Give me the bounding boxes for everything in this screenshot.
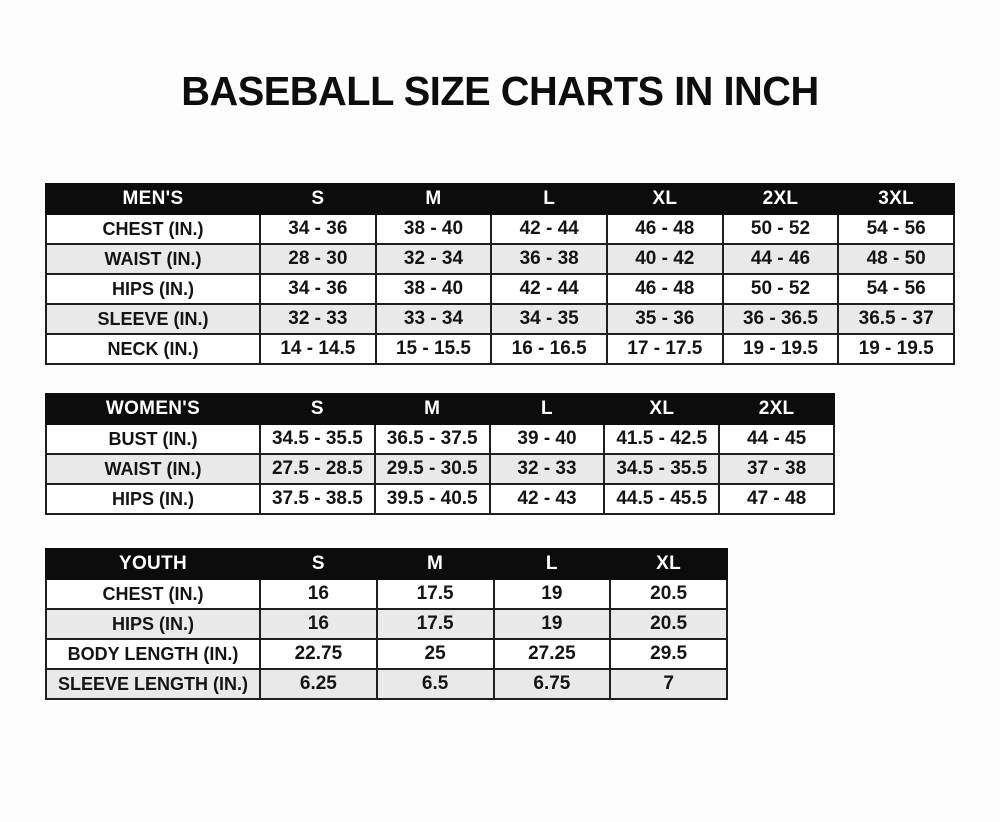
size-value-cell: 42 - 44 bbox=[491, 274, 607, 304]
size-value-cell: 32 - 33 bbox=[490, 454, 605, 484]
table-header-row bbox=[46, 549, 727, 579]
size-value-cell: 6.25 bbox=[260, 669, 377, 699]
size-value-cell: 42 - 43 bbox=[490, 484, 605, 514]
size-column-header: M bbox=[375, 394, 490, 424]
size-value-cell: 50 - 52 bbox=[723, 274, 839, 304]
size-value-cell: 48 - 50 bbox=[838, 244, 954, 274]
womens-size-table bbox=[45, 393, 835, 515]
size-column-header: M bbox=[376, 184, 492, 214]
size-value-cell: 17.5 bbox=[377, 579, 494, 609]
size-value-cell: 16 bbox=[260, 579, 377, 609]
size-column-header: XL bbox=[610, 549, 727, 579]
size-value-cell: 36 - 38 bbox=[491, 244, 607, 274]
size-value-cell: 19 - 19.5 bbox=[723, 334, 839, 364]
size-value-cell: 20.5 bbox=[610, 609, 727, 639]
size-column-header: L bbox=[494, 549, 611, 579]
size-value-cell: 34 - 36 bbox=[260, 214, 376, 244]
table-header-row bbox=[46, 184, 954, 214]
size-value-cell: 34 - 36 bbox=[260, 274, 376, 304]
size-value-cell: 35 - 36 bbox=[607, 304, 723, 334]
table-row bbox=[46, 454, 834, 484]
size-value-cell: 38 - 40 bbox=[376, 274, 492, 304]
size-value-cell: 44 - 45 bbox=[719, 424, 834, 454]
size-column-header: S bbox=[260, 184, 376, 214]
size-column-header: S bbox=[260, 549, 377, 579]
size-value-cell: 14 - 14.5 bbox=[260, 334, 376, 364]
size-value-cell: 40 - 42 bbox=[607, 244, 723, 274]
size-value-cell: 20.5 bbox=[610, 579, 727, 609]
size-value-cell: 37 - 38 bbox=[719, 454, 834, 484]
size-value-cell: 19 - 19.5 bbox=[838, 334, 954, 364]
size-value-cell: 32 - 33 bbox=[260, 304, 376, 334]
size-value-cell: 19 bbox=[494, 579, 611, 609]
youth-size-table bbox=[45, 548, 728, 700]
page-title: BASEBALL SIZE CHARTS IN INCH bbox=[181, 68, 819, 114]
size-column-header: 2XL bbox=[719, 394, 834, 424]
size-value-cell: 25 bbox=[377, 639, 494, 669]
size-value-cell: 54 - 56 bbox=[838, 274, 954, 304]
size-charts-page bbox=[0, 70, 1000, 700]
table-title-cell: YOUTH bbox=[46, 549, 260, 579]
table-row bbox=[46, 424, 834, 454]
size-value-cell: 47 - 48 bbox=[719, 484, 834, 514]
table-header-row bbox=[46, 394, 834, 424]
size-value-cell: 54 - 56 bbox=[838, 214, 954, 244]
size-value-cell: 6.75 bbox=[494, 669, 611, 699]
row-label-cell: HIPS (IN.) bbox=[46, 484, 260, 514]
size-value-cell: 6.5 bbox=[377, 669, 494, 699]
size-value-cell: 46 - 48 bbox=[607, 214, 723, 244]
size-value-cell: 42 - 44 bbox=[491, 214, 607, 244]
size-value-cell: 29.5 bbox=[610, 639, 727, 669]
table-row bbox=[46, 274, 954, 304]
row-label-cell: SLEEVE LENGTH (IN.) bbox=[46, 669, 260, 699]
row-label-cell: NECK (IN.) bbox=[46, 334, 260, 364]
row-label-cell: BODY LENGTH (IN.) bbox=[46, 639, 260, 669]
table-row bbox=[46, 244, 954, 274]
size-value-cell: 15 - 15.5 bbox=[376, 334, 492, 364]
size-value-cell: 36.5 - 37.5 bbox=[375, 424, 490, 454]
size-column-header: XL bbox=[607, 184, 723, 214]
size-column-header: M bbox=[377, 549, 494, 579]
size-value-cell: 41.5 - 42.5 bbox=[604, 424, 719, 454]
size-value-cell: 29.5 - 30.5 bbox=[375, 454, 490, 484]
size-column-header: L bbox=[491, 184, 607, 214]
size-value-cell: 36 - 36.5 bbox=[723, 304, 839, 334]
row-label-cell: HIPS (IN.) bbox=[46, 609, 260, 639]
size-value-cell: 34.5 - 35.5 bbox=[260, 424, 375, 454]
size-column-header: L bbox=[490, 394, 605, 424]
row-label-cell: WAIST (IN.) bbox=[46, 454, 260, 484]
table-row bbox=[46, 639, 727, 669]
size-value-cell: 16 bbox=[260, 609, 377, 639]
size-value-cell: 46 - 48 bbox=[607, 274, 723, 304]
mens-size-table bbox=[45, 183, 955, 365]
size-value-cell: 28 - 30 bbox=[260, 244, 376, 274]
size-value-cell: 17 - 17.5 bbox=[607, 334, 723, 364]
table-row bbox=[46, 214, 954, 244]
size-value-cell: 7 bbox=[610, 669, 727, 699]
size-value-cell: 19 bbox=[494, 609, 611, 639]
size-value-cell: 34.5 - 35.5 bbox=[604, 454, 719, 484]
size-value-cell: 44.5 - 45.5 bbox=[604, 484, 719, 514]
row-label-cell: CHEST (IN.) bbox=[46, 214, 260, 244]
size-value-cell: 16 - 16.5 bbox=[491, 334, 607, 364]
row-label-cell: CHEST (IN.) bbox=[46, 579, 260, 609]
table-row bbox=[46, 304, 954, 334]
size-column-header: S bbox=[260, 394, 375, 424]
size-value-cell: 17.5 bbox=[377, 609, 494, 639]
size-value-cell: 44 - 46 bbox=[723, 244, 839, 274]
size-value-cell: 36.5 - 37 bbox=[838, 304, 954, 334]
row-label-cell: WAIST (IN.) bbox=[46, 244, 260, 274]
size-value-cell: 27.5 - 28.5 bbox=[260, 454, 375, 484]
size-value-cell: 27.25 bbox=[494, 639, 611, 669]
table-row bbox=[46, 484, 834, 514]
size-value-cell: 32 - 34 bbox=[376, 244, 492, 274]
row-label-cell: BUST (IN.) bbox=[46, 424, 260, 454]
size-column-header: XL bbox=[604, 394, 719, 424]
size-value-cell: 38 - 40 bbox=[376, 214, 492, 244]
table-row bbox=[46, 669, 727, 699]
size-value-cell: 37.5 - 38.5 bbox=[260, 484, 375, 514]
table-title-cell: WOMEN'S bbox=[46, 394, 260, 424]
table-title-cell: MEN'S bbox=[46, 184, 260, 214]
table-row bbox=[46, 609, 727, 639]
table-row bbox=[46, 334, 954, 364]
size-value-cell: 33 - 34 bbox=[376, 304, 492, 334]
size-value-cell: 34 - 35 bbox=[491, 304, 607, 334]
size-value-cell: 50 - 52 bbox=[723, 214, 839, 244]
size-column-header: 3XL bbox=[838, 184, 954, 214]
row-label-cell: SLEEVE (IN.) bbox=[46, 304, 260, 334]
row-label-cell: HIPS (IN.) bbox=[46, 274, 260, 304]
size-value-cell: 22.75 bbox=[260, 639, 377, 669]
table-row bbox=[46, 579, 727, 609]
size-value-cell: 39 - 40 bbox=[490, 424, 605, 454]
size-column-header: 2XL bbox=[723, 184, 839, 214]
size-value-cell: 39.5 - 40.5 bbox=[375, 484, 490, 514]
